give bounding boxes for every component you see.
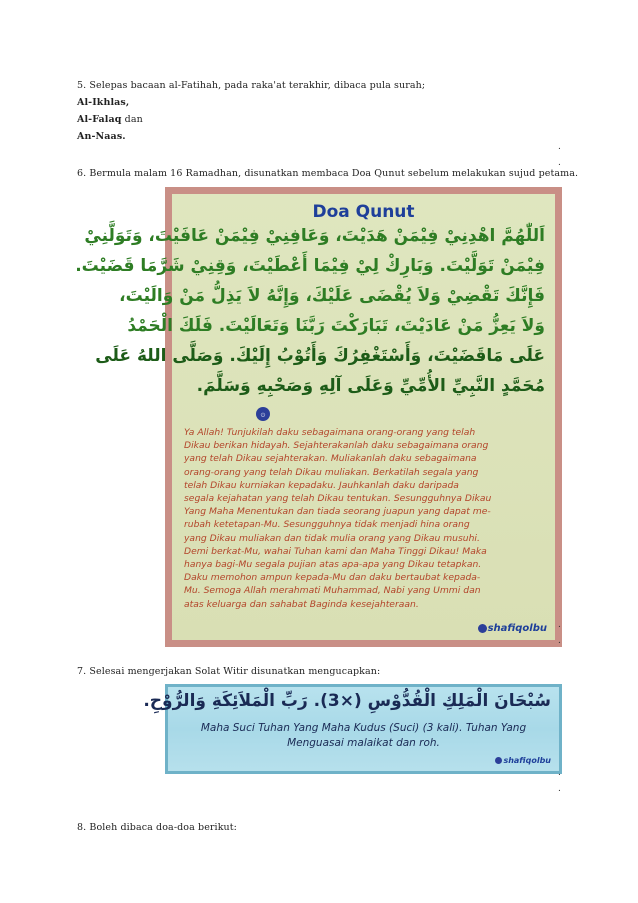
arabic-line: اَللّٰهُمَّ اهْدِنِيْ فِيْمَنْ هَدَيْتَ، وَعَافِنِيْ فِيْمَنْ عَافَيْتَ، وَتَوَلَّنِيْ [84, 226, 545, 246]
item-5-text: 5. Selepas bacaan al-Fatihah, pada raka'at terakhir, dibaca pula surah; [77, 80, 426, 91]
arabic-line: فَإِنَّكَ تَقْضِيْ وَلاَ يُقْضَى عَلَيْكَ، وَإِنَّهُ لاَ يَذِلُّ مَنْ وَالَيْتَ، [119, 286, 545, 306]
separator-dot: . [558, 784, 561, 794]
surah-falaq: Al-Falaq [77, 114, 122, 125]
tasbih-panel [143, 687, 559, 771]
tasbih-translation-line: Menguasai malaikat dan roh. [287, 737, 440, 749]
translation-line: Yang Maha Menentukan dan tiada seorang juapun yang dapat me- [184, 506, 491, 518]
logo-icon [495, 757, 502, 764]
tasbih-translation-line: Maha Suci Tuhan Yang Maha Kudus (Suci) (3 kali). Tuhan Yang [200, 722, 527, 734]
translation-line: rubah ketetapan-Mu. Sesungguhnya tidak menjadi hina orang [184, 519, 470, 531]
verse-marker-icon: ۞ [256, 407, 270, 421]
translation-line: telah Dikau kurniakan kepadaku. Jauhkanlah daku daripada [184, 479, 459, 491]
logo-text: shafiqolbu [503, 756, 551, 765]
separator-dot: . [558, 620, 561, 630]
translation-line: Mu. Semoga Allah merahmati Muhammad, Nabi yang Ummi dan [184, 585, 481, 597]
translation-line: Ya Allah! Tunjukilah daku sebagaimana orang-orang yang telah [184, 427, 476, 438]
arabic-line: فِيْمَنْ تَوَلَّيْتَ. وَبَارِكْ لِيْ فِيْمَا أَعْطَيْتَ، وَقِنِيْ شَرَّمَا قَضَيْتَ. [75, 256, 545, 276]
arabic-line: مُحَمَّدٍ النَّبِيِّ الأُمِّيِّ وَعَلَى آلِهِ وَصَحْبِهِ وَسَلَّمَ. [196, 376, 545, 396]
surah-falaq-line [77, 114, 143, 125]
separator-dot: . [558, 768, 561, 778]
translation-line: yang telah Dikau sejahterakan. Muliakanlah daku sebagaimana [184, 453, 477, 465]
translation-line: atas keluarga dan sahabat Baginda kesejahteraan. [184, 598, 419, 610]
separator-dot: . [558, 636, 561, 646]
translation-line: Demi berkat-Mu, wahai Tuhan kami dan Maha Tinggi Dikau! Maka [184, 545, 487, 557]
logo-icon [478, 624, 487, 633]
translation-line: hanya bagi-Mu segala pujian atas apa-apa yang Dikau tetapkan. [184, 559, 482, 571]
item-7-text: 7. Selesai mengerjakan Solat Witir disunatkan mengucapkan: [77, 666, 381, 677]
surah-ikhlas: Al-Ikhlas, [77, 97, 130, 108]
doa-qunut-image [75, 187, 562, 647]
tasbih-arabic: سُبْحَانَ الْمَلِكِ الْقُدُّوْسِ (×3). رَبِّ الْمَلاَئِكَةِ وَالرُّوْحِ. [143, 691, 551, 711]
doa-qunut-title: Doa Qunut [312, 202, 415, 222]
tasbih-image [143, 684, 562, 774]
translation-line: segala kejahatan yang telah Dikau tentukan. Sesungguhnya Dikau [184, 493, 492, 505]
doa-qunut-translation [184, 426, 547, 611]
arabic-line: عَلَى مَاقَضَيْتَ، وَأَسْتَغْفِرُكَ وَأَتُوْبُ إِلَيْكَ. وَصَلَّى اللهُ عَلَى [95, 346, 545, 366]
translation-line: yang Dikau muliakan dan tidak mulia orang yang Dikau musuhi. [184, 532, 480, 544]
translation-line: orang-orang yang telah Dikau muliakan. Berkatilah segala yang [184, 466, 479, 478]
translation-line: Dikau berikan hidayah. Sejahterakanlah daku sebagaimana orang [184, 440, 489, 452]
separator-dot: . [558, 158, 561, 168]
logo-text: shafiqolbu [487, 623, 547, 634]
translation-line: Daku memohon ampun kepada-Mu dan daku bertaubat kepada- [184, 572, 481, 584]
surah-falaq-suffix: dan [121, 114, 143, 125]
item-8-text: 8. Boleh dibaca doa-doa berikut: [77, 822, 237, 833]
item-6-text: 6. Bermula malam 16 Ramadhan, disunatkan membaca Doa Qunut sebelum melakukan sujud petama. [77, 168, 579, 179]
arabic-line: وَلاَ يَعِزُّ مَنْ عَادَيْتَ، تَبَارَكْتَ رَبَّنَا وَتَعَالَيْتَ. فَلَكَ الْحَمْدُ [127, 316, 545, 336]
shafiqolbu-logo [478, 623, 547, 634]
separator-dot: . [558, 142, 561, 152]
doa-qunut-panel [75, 194, 555, 640]
surah-naas: An-Naas. [77, 131, 126, 142]
shafiqolbu-logo [495, 756, 551, 765]
